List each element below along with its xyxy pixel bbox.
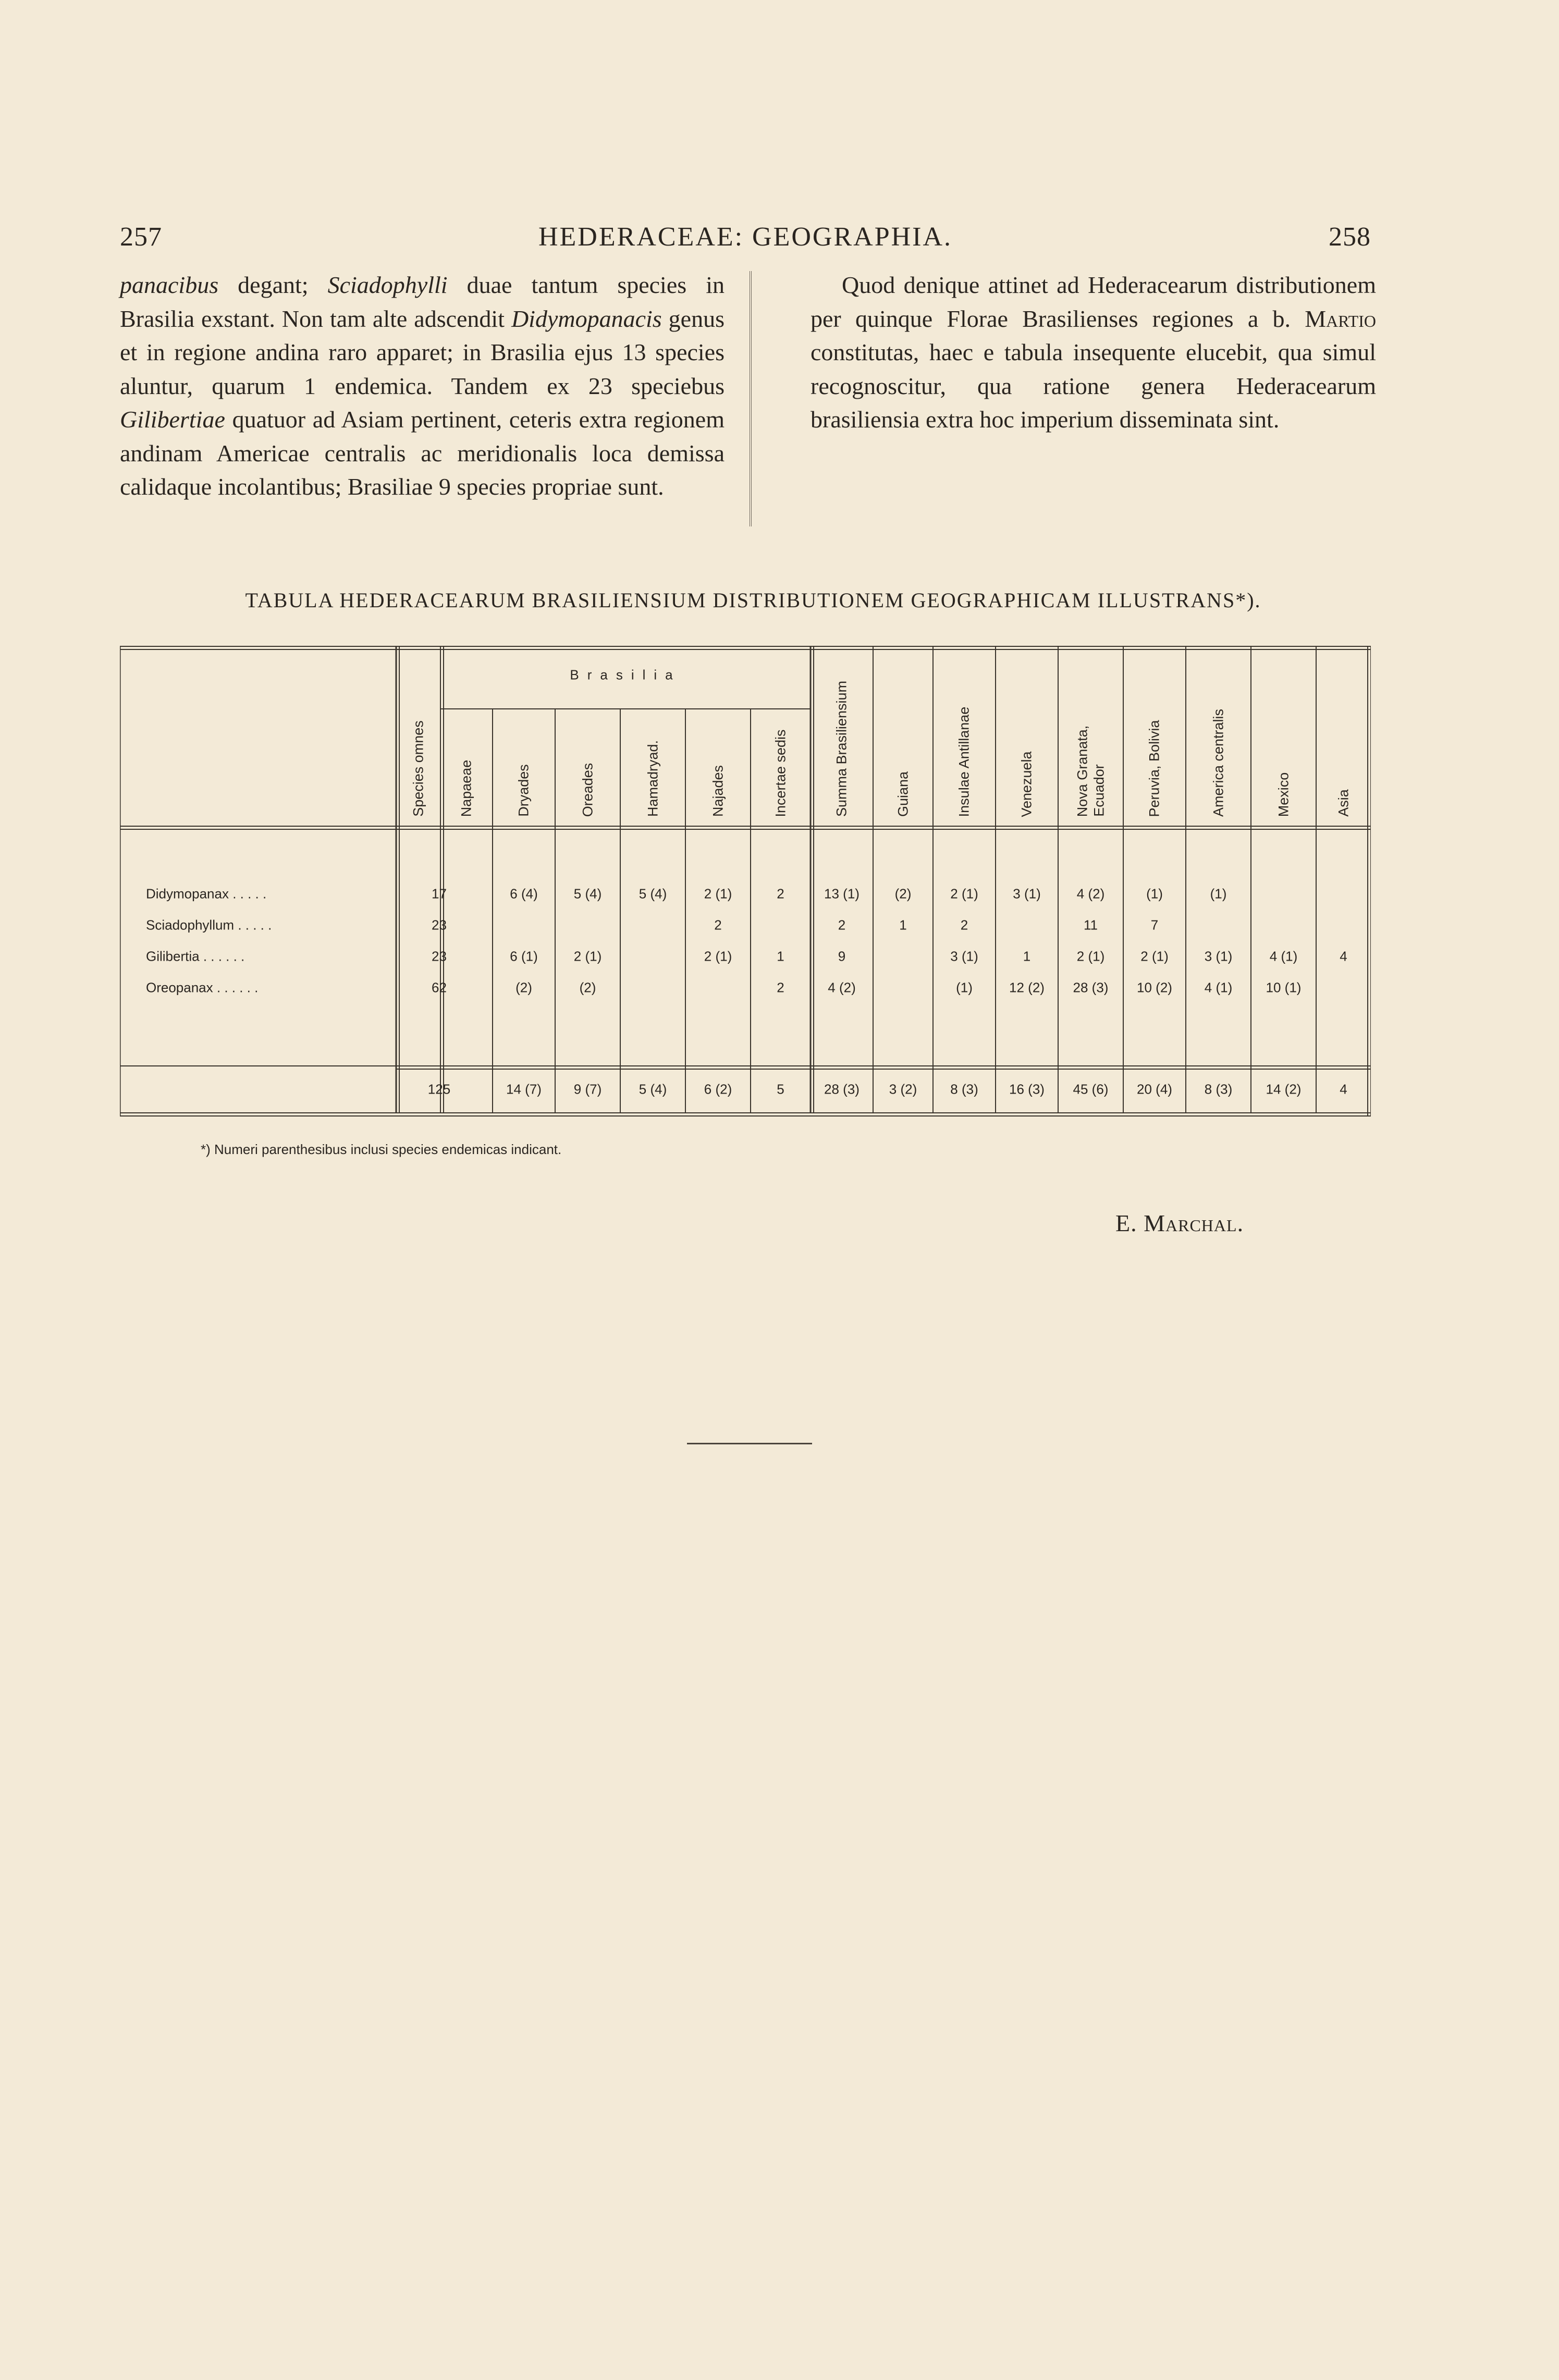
total-cell: 5 bbox=[777, 1081, 784, 1097]
genus-label: Gilibertia . . . . . . bbox=[146, 948, 245, 964]
table-cell: 9 bbox=[838, 948, 846, 964]
table-cell: 2 bbox=[714, 917, 722, 933]
left-column-text bbox=[120, 268, 725, 504]
table-cell: 6 (1) bbox=[510, 948, 538, 964]
right-column-text bbox=[811, 268, 1376, 437]
table-cell: 10 (2) bbox=[1137, 979, 1172, 996]
table-cell: 3 (1) bbox=[950, 948, 978, 964]
table-cell: 2 (1) bbox=[573, 948, 602, 964]
table-cell: 10 (1) bbox=[1266, 979, 1302, 996]
author-signature: E. Marchal. bbox=[1115, 1210, 1244, 1236]
text-span: degant; bbox=[218, 272, 328, 298]
end-rule bbox=[687, 1443, 812, 1444]
table-cell: 23 bbox=[432, 948, 447, 964]
total-cell: 28 (3) bbox=[824, 1081, 860, 1097]
table-cell: 23 bbox=[432, 917, 447, 933]
genus-label: Oreopanax . . . . . . bbox=[146, 979, 259, 996]
total-cell: 14 (7) bbox=[506, 1081, 542, 1097]
table-cell: 2 bbox=[838, 917, 846, 933]
column-divider bbox=[750, 271, 752, 526]
total-cell: 6 (2) bbox=[704, 1081, 732, 1097]
table-cell: 1 bbox=[899, 917, 907, 933]
column-header: Species omnes bbox=[410, 720, 426, 817]
total-cell: 5 (4) bbox=[639, 1081, 667, 1097]
table-cell: (2) bbox=[894, 886, 912, 902]
column-header: Asia bbox=[1335, 789, 1351, 817]
page-number-right: 258 bbox=[1329, 222, 1371, 252]
column-header: Mexico bbox=[1275, 772, 1291, 817]
column-header: Ecuador bbox=[1091, 764, 1107, 817]
column-header: Guiana bbox=[895, 771, 911, 817]
table-cell: (1) bbox=[1210, 886, 1227, 902]
column-header: Venezuela bbox=[1018, 751, 1035, 817]
text-span: duae tantum species in Brasilia exstant. Non tam alte adscendit bbox=[120, 272, 725, 332]
total-cell: 45 (6) bbox=[1073, 1081, 1109, 1097]
italic-term: Didymopanacis bbox=[511, 305, 662, 332]
distribution-table bbox=[120, 641, 1371, 1121]
table-cell: (1) bbox=[1146, 886, 1163, 902]
author-name: Martio bbox=[1305, 305, 1376, 332]
table-cell: 3 (1) bbox=[1204, 948, 1233, 964]
column-header: Insulae Antillanae bbox=[956, 706, 972, 817]
table-cell: 4 (2) bbox=[1076, 886, 1105, 902]
table-cell: 1 bbox=[777, 948, 784, 964]
table-cell: 7 bbox=[1150, 917, 1159, 933]
table-cell: 2 bbox=[960, 917, 968, 933]
table-cell: 17 bbox=[432, 886, 447, 902]
table-cell: 5 (4) bbox=[573, 886, 602, 902]
table-cell: 62 bbox=[432, 979, 447, 996]
table-cell: 4 (1) bbox=[1269, 948, 1298, 964]
italic-term: Sciadophylli bbox=[327, 272, 448, 298]
total-cell: 8 (3) bbox=[950, 1081, 978, 1097]
running-title: HEDERACEAE: GEOGRAPHIA. bbox=[538, 222, 953, 252]
page-header bbox=[120, 222, 1371, 258]
table-cell: 2 (1) bbox=[1140, 948, 1169, 964]
total-cell: 14 (2) bbox=[1266, 1081, 1302, 1097]
table-title: TABULA HEDERACEARUM BRASILIENSIUM DISTRIBUTIONEM GEOGRAPHICAM ILLUSTRANS*). bbox=[245, 588, 1261, 612]
table-cell: (2) bbox=[515, 979, 532, 996]
column-header: Napaeae bbox=[458, 759, 474, 817]
table-cell: 28 (3) bbox=[1073, 979, 1109, 996]
table-cell: 2 (1) bbox=[1076, 948, 1105, 964]
table-cell: 2 (1) bbox=[704, 886, 732, 902]
table-cell: (2) bbox=[579, 979, 596, 996]
text-span: constitutas, haec e tabula insequente elucebit, qua simul recognoscitur, qua ratione genera Hederacearum brasiliensia extra hoc imperium disseminata sint. bbox=[811, 339, 1376, 433]
table-cell: 2 bbox=[777, 979, 784, 996]
table-cell: 11 bbox=[1084, 917, 1098, 933]
total-cell: 16 (3) bbox=[1009, 1081, 1045, 1097]
table-cell: 3 (1) bbox=[1013, 886, 1041, 902]
table-cell: 13 (1) bbox=[824, 886, 860, 902]
column-header: Summa Brasiliensium bbox=[833, 680, 850, 817]
genus-label: Sciadophyllum . . . . . bbox=[146, 917, 272, 933]
table-cell: 4 (1) bbox=[1204, 979, 1233, 996]
total-cell: 9 (7) bbox=[573, 1081, 602, 1097]
column-header: Peruvia, Bolivia bbox=[1146, 719, 1162, 817]
total-cell: 8 (3) bbox=[1204, 1081, 1233, 1097]
text-span: genus et in regione andina raro apparet; in Brasilia ejus 13 species aluntur, quarum 1 endemica. Tandem ex 23 speciebus bbox=[120, 305, 725, 399]
italic-term: Gilibertiae bbox=[120, 406, 225, 433]
text-span: Quod denique attinet ad Hederacearum distributionem per quinque Florae Brasilienses regiones a b. bbox=[811, 272, 1376, 332]
table-cell: 2 bbox=[777, 886, 784, 902]
total-cell: 4 bbox=[1340, 1081, 1347, 1097]
table-cell: 4 bbox=[1340, 948, 1347, 964]
table-cell: 2 (1) bbox=[704, 948, 732, 964]
column-header: Nova Granata, bbox=[1074, 725, 1090, 817]
text-span: quatuor ad Asiam pertinent, ceteris extra regionem andinam Americae centralis ac meridionalis loca demissa calidaque incolantibus; Brasiliae 9 species propriae sunt. bbox=[120, 406, 725, 500]
total-cell: 125 bbox=[427, 1081, 451, 1097]
table-footnote: *) Numeri parenthesibus inclusi species endemicas indicant. bbox=[201, 1142, 562, 1157]
column-header: Najades bbox=[710, 765, 726, 817]
column-header: Dryades bbox=[515, 764, 532, 817]
genus-label: Didymopanax . . . . . bbox=[146, 886, 267, 902]
column-header: Incertae sedis bbox=[772, 729, 788, 817]
table-cell: (1) bbox=[956, 979, 973, 996]
page-number-left: 257 bbox=[120, 222, 162, 252]
table-cell: 6 (4) bbox=[510, 886, 538, 902]
total-cell: 20 (4) bbox=[1137, 1081, 1172, 1097]
column-header: Oreades bbox=[580, 763, 595, 817]
column-header: America centralis bbox=[1210, 708, 1226, 817]
column-header: Hamadryad. bbox=[645, 740, 660, 817]
table-cell: 12 (2) bbox=[1009, 979, 1045, 996]
brasilia-group-header: Brasilia bbox=[570, 667, 681, 683]
table-cell: 4 (2) bbox=[828, 979, 856, 996]
total-cell: 3 (2) bbox=[889, 1081, 917, 1097]
table-cell: 2 (1) bbox=[950, 886, 978, 902]
italic-term: panacibus bbox=[120, 272, 219, 298]
table-cell: 5 (4) bbox=[639, 886, 667, 902]
table-cell: 1 bbox=[1023, 948, 1031, 964]
table-rules bbox=[120, 641, 1371, 1121]
